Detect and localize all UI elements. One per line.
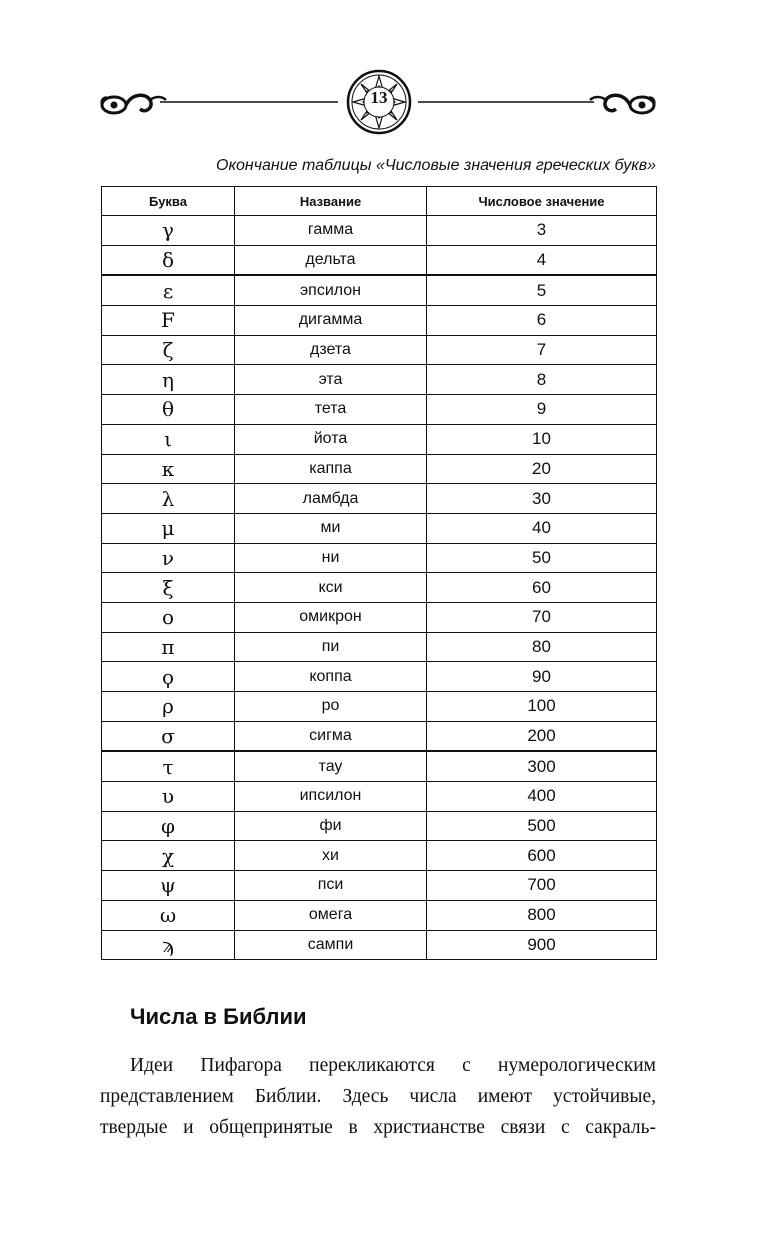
flourish-right-icon: [590, 95, 655, 113]
value-cell: 700: [427, 871, 657, 901]
letter-cell: υ: [102, 782, 235, 812]
table-row: [102, 900, 657, 930]
letter-cell: ψ: [102, 871, 235, 901]
letter-cell: γ: [102, 216, 235, 246]
name-cell: ми: [235, 513, 427, 543]
table-row: [102, 216, 657, 246]
name-cell: эта: [235, 365, 427, 395]
name-cell: тета: [235, 395, 427, 425]
value-cell: 7: [427, 335, 657, 365]
value-cell: 70: [427, 602, 657, 632]
value-cell: 800: [427, 900, 657, 930]
table-row: [102, 871, 657, 901]
table-row: [102, 632, 657, 662]
value-cell: 8: [427, 365, 657, 395]
value-cell: 600: [427, 841, 657, 871]
letter-cell: σ: [102, 721, 235, 751]
letter-cell: κ: [102, 454, 235, 484]
body-paragraph: [100, 1050, 656, 1143]
name-cell: пси: [235, 871, 427, 901]
letter-cell: μ: [102, 513, 235, 543]
table-caption: Окончание таблицы «Числовые значения греческих букв»: [216, 157, 656, 174]
letter-cell: ξ: [102, 573, 235, 603]
table-row: [102, 484, 657, 514]
name-cell: гамма: [235, 216, 427, 246]
value-cell: 400: [427, 782, 657, 812]
letter-cell: χ: [102, 841, 235, 871]
value-cell: 300: [427, 751, 657, 781]
name-cell: ламбда: [235, 484, 427, 514]
table-row: [102, 395, 657, 425]
paragraph-line: представлением Библии. Здесь числа имеют устойчивые,: [100, 1086, 656, 1107]
table-row: [102, 573, 657, 603]
letter-cell: F: [102, 306, 235, 336]
name-cell: хи: [235, 841, 427, 871]
name-cell: фи: [235, 811, 427, 841]
letter-cell: λ: [102, 484, 235, 514]
value-cell: 30: [427, 484, 657, 514]
letter-cell: θ: [102, 395, 235, 425]
table-row: [102, 721, 657, 751]
value-cell: 9: [427, 395, 657, 425]
flourish-left-icon: [101, 95, 166, 113]
table-row: [102, 602, 657, 632]
letter-cell: ω: [102, 900, 235, 930]
table-row: [102, 275, 657, 305]
section-heading: Числа в Библии: [130, 1004, 307, 1029]
paragraph-line: твердые и общепринятые в христианстве связи с сакраль-: [100, 1117, 656, 1138]
name-cell: йота: [235, 424, 427, 454]
name-cell: омикрон: [235, 602, 427, 632]
name-cell: ро: [235, 692, 427, 722]
table-row: [102, 662, 657, 692]
name-cell: дигамма: [235, 306, 427, 336]
table-row: [102, 424, 657, 454]
name-cell: эпсилон: [235, 275, 427, 305]
value-cell: 4: [427, 245, 657, 275]
table-row: [102, 335, 657, 365]
letter-cell: ο: [102, 602, 235, 632]
value-cell: 3: [427, 216, 657, 246]
column-header-letter: Буква: [102, 187, 235, 216]
table-row: [102, 930, 657, 960]
name-cell: коппа: [235, 662, 427, 692]
value-cell: 80: [427, 632, 657, 662]
letter-cell: φ: [102, 811, 235, 841]
table-row: [102, 751, 657, 781]
letter-cell: ι: [102, 424, 235, 454]
table-row: [102, 841, 657, 871]
table-row: [102, 245, 657, 275]
value-cell: 40: [427, 513, 657, 543]
letter-cell: τ: [102, 751, 235, 781]
table-row: [102, 513, 657, 543]
table-header-row: [102, 187, 657, 216]
table-row: [102, 692, 657, 722]
letter-cell: ϙ: [102, 662, 235, 692]
table-row: [102, 454, 657, 484]
value-cell: 500: [427, 811, 657, 841]
name-cell: сигма: [235, 721, 427, 751]
letter-cell: ε: [102, 275, 235, 305]
letter-cell: ϡ: [102, 930, 235, 960]
value-cell: 5: [427, 275, 657, 305]
letter-cell: δ: [102, 245, 235, 275]
table-row: [102, 365, 657, 395]
name-cell: ипсилон: [235, 782, 427, 812]
letter-cell: ζ: [102, 335, 235, 365]
value-cell: 10: [427, 424, 657, 454]
table-row: [102, 543, 657, 573]
table-body: [102, 216, 657, 960]
name-cell: каппа: [235, 454, 427, 484]
page-number: 13: [370, 88, 388, 107]
value-cell: 90: [427, 662, 657, 692]
name-cell: ни: [235, 543, 427, 573]
name-cell: омега: [235, 900, 427, 930]
letter-cell: π: [102, 632, 235, 662]
letter-cell: ν: [102, 543, 235, 573]
value-cell: 60: [427, 573, 657, 603]
value-cell: 100: [427, 692, 657, 722]
greek-numerals-table: [101, 186, 657, 960]
value-cell: 6: [427, 306, 657, 336]
name-cell: пи: [235, 632, 427, 662]
column-header-name: Название: [235, 187, 427, 216]
name-cell: сампи: [235, 930, 427, 960]
value-cell: 200: [427, 721, 657, 751]
value-cell: 20: [427, 454, 657, 484]
letter-cell: ρ: [102, 692, 235, 722]
paragraph-line: Идеи Пифагора перекликаются с нумерологическим: [130, 1055, 656, 1076]
name-cell: дельта: [235, 245, 427, 275]
name-cell: кси: [235, 573, 427, 603]
table-row: [102, 782, 657, 812]
column-header-value: Числовое значение: [427, 187, 657, 216]
name-cell: тау: [235, 751, 427, 781]
table-row: [102, 306, 657, 336]
value-cell: 50: [427, 543, 657, 573]
name-cell: дзета: [235, 335, 427, 365]
value-cell: 900: [427, 930, 657, 960]
table-row: [102, 811, 657, 841]
letter-cell: η: [102, 365, 235, 395]
